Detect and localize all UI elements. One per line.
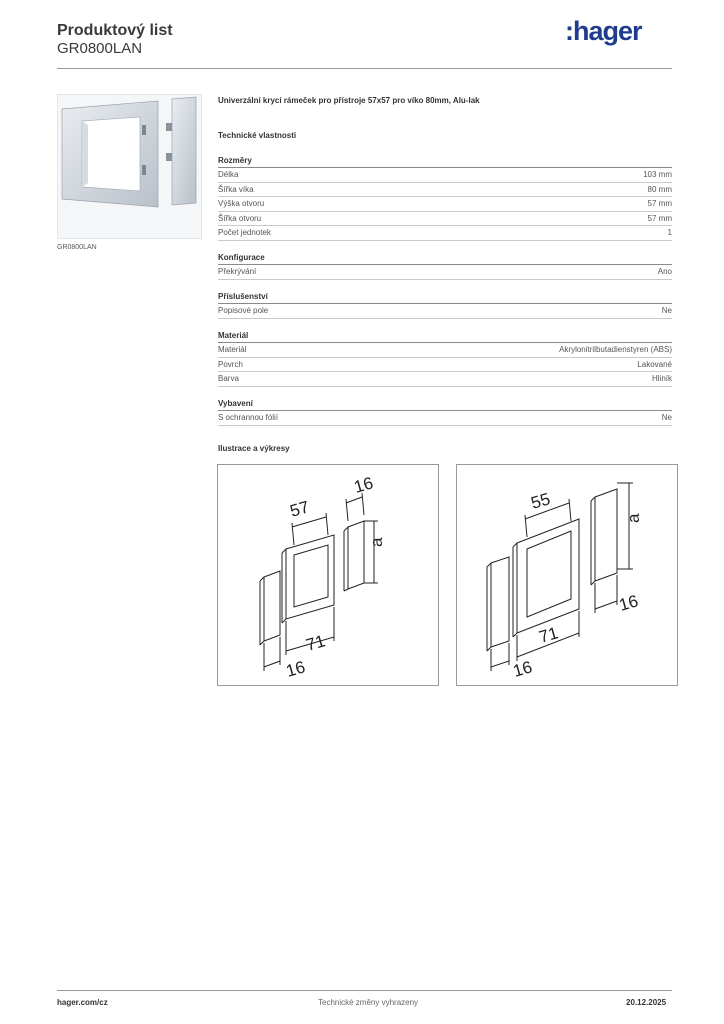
footer-date: 20.12.2025 xyxy=(626,998,667,1007)
technical-drawing-1 xyxy=(217,464,439,686)
row-label: Počet jednotek xyxy=(218,228,271,238)
table-row xyxy=(218,183,672,198)
row-label: Výška otvoru xyxy=(218,199,265,209)
row-value: 80 mm xyxy=(647,184,672,194)
row-value: Ano xyxy=(657,267,672,276)
technical-heading: Technické vlastnosti xyxy=(218,131,297,140)
section-equipment xyxy=(218,397,672,426)
row-value: 1 xyxy=(667,228,672,238)
table-row xyxy=(218,358,672,373)
row-value: Lakované xyxy=(637,359,672,369)
dimension-label: 57 xyxy=(287,497,312,521)
row-value: Ne xyxy=(661,413,672,422)
row-label: Materiál xyxy=(218,345,247,354)
technical-drawing-2 xyxy=(456,464,678,686)
header-divider xyxy=(57,68,672,69)
table-row xyxy=(218,372,672,387)
dimension-label: 16 xyxy=(283,657,308,681)
table-row xyxy=(218,304,672,319)
footer-disclaimer: Technické změny vyhrazeny xyxy=(318,998,419,1007)
section-configuration xyxy=(218,251,672,280)
table-row xyxy=(218,197,672,212)
row-label: Šířka víka xyxy=(218,184,254,194)
section-title: Rozměry xyxy=(218,154,672,168)
section-title: Příslušenství xyxy=(218,290,672,304)
product-description: Univerzální krycí rámeček pro přístroje 57x57 pro víko 80mm, Alu-lak xyxy=(218,96,480,105)
product-photo-caption: GR0800LAN xyxy=(57,244,97,251)
row-value: Ne xyxy=(661,306,672,315)
frame-photo-icon xyxy=(58,95,201,238)
section-title: Konfigurace xyxy=(218,251,672,265)
row-label: Barva xyxy=(218,374,239,384)
row-label: Překrývání xyxy=(218,267,257,276)
footer-divider xyxy=(57,990,672,991)
dimension-label: a xyxy=(367,537,386,547)
row-value: 103 mm xyxy=(643,170,672,179)
row-label: Popisové pole xyxy=(218,306,269,315)
table-row xyxy=(218,343,672,358)
illustrations-heading: Ilustrace a výkresy xyxy=(218,444,290,453)
dimension-label: a xyxy=(624,513,643,523)
table-row xyxy=(218,265,672,280)
row-label: Délka xyxy=(218,170,239,179)
page-title: Produktový list xyxy=(57,22,173,39)
dimension-drawing-icon xyxy=(218,465,438,685)
row-value: 57 mm xyxy=(647,199,672,209)
table-row xyxy=(218,226,672,241)
table-row xyxy=(218,168,672,183)
row-value: Akrylonitrilbutadienstyren (ABS) xyxy=(559,345,672,354)
table-row xyxy=(218,411,672,426)
section-material xyxy=(218,329,672,387)
footer-website-link[interactable]: hager.com/cz xyxy=(57,998,108,1007)
dimension-label: 16 xyxy=(351,473,376,497)
dimension-label: 16 xyxy=(510,657,535,681)
row-value: Hliník xyxy=(651,374,672,384)
row-label: S ochrannou fólií xyxy=(218,413,279,422)
table-row xyxy=(218,212,672,227)
hager-logo: :hager xyxy=(565,16,642,46)
row-label: Povrch xyxy=(218,359,243,369)
row-label: Šířka otvoru xyxy=(218,213,262,223)
section-title: Vybavení xyxy=(218,397,672,411)
dimension-label: 16 xyxy=(616,591,641,615)
dimension-label: 71 xyxy=(536,623,561,647)
product-code: GR0800LAN xyxy=(57,40,143,57)
dimension-label: 55 xyxy=(528,489,553,513)
section-dimensions xyxy=(218,154,672,241)
product-photo xyxy=(57,94,202,239)
section-title: Materiál xyxy=(218,329,672,343)
dimension-label: 71 xyxy=(303,631,328,655)
section-accessories xyxy=(218,290,672,319)
row-value: 57 mm xyxy=(647,213,672,223)
dimension-drawing-icon xyxy=(457,465,677,685)
